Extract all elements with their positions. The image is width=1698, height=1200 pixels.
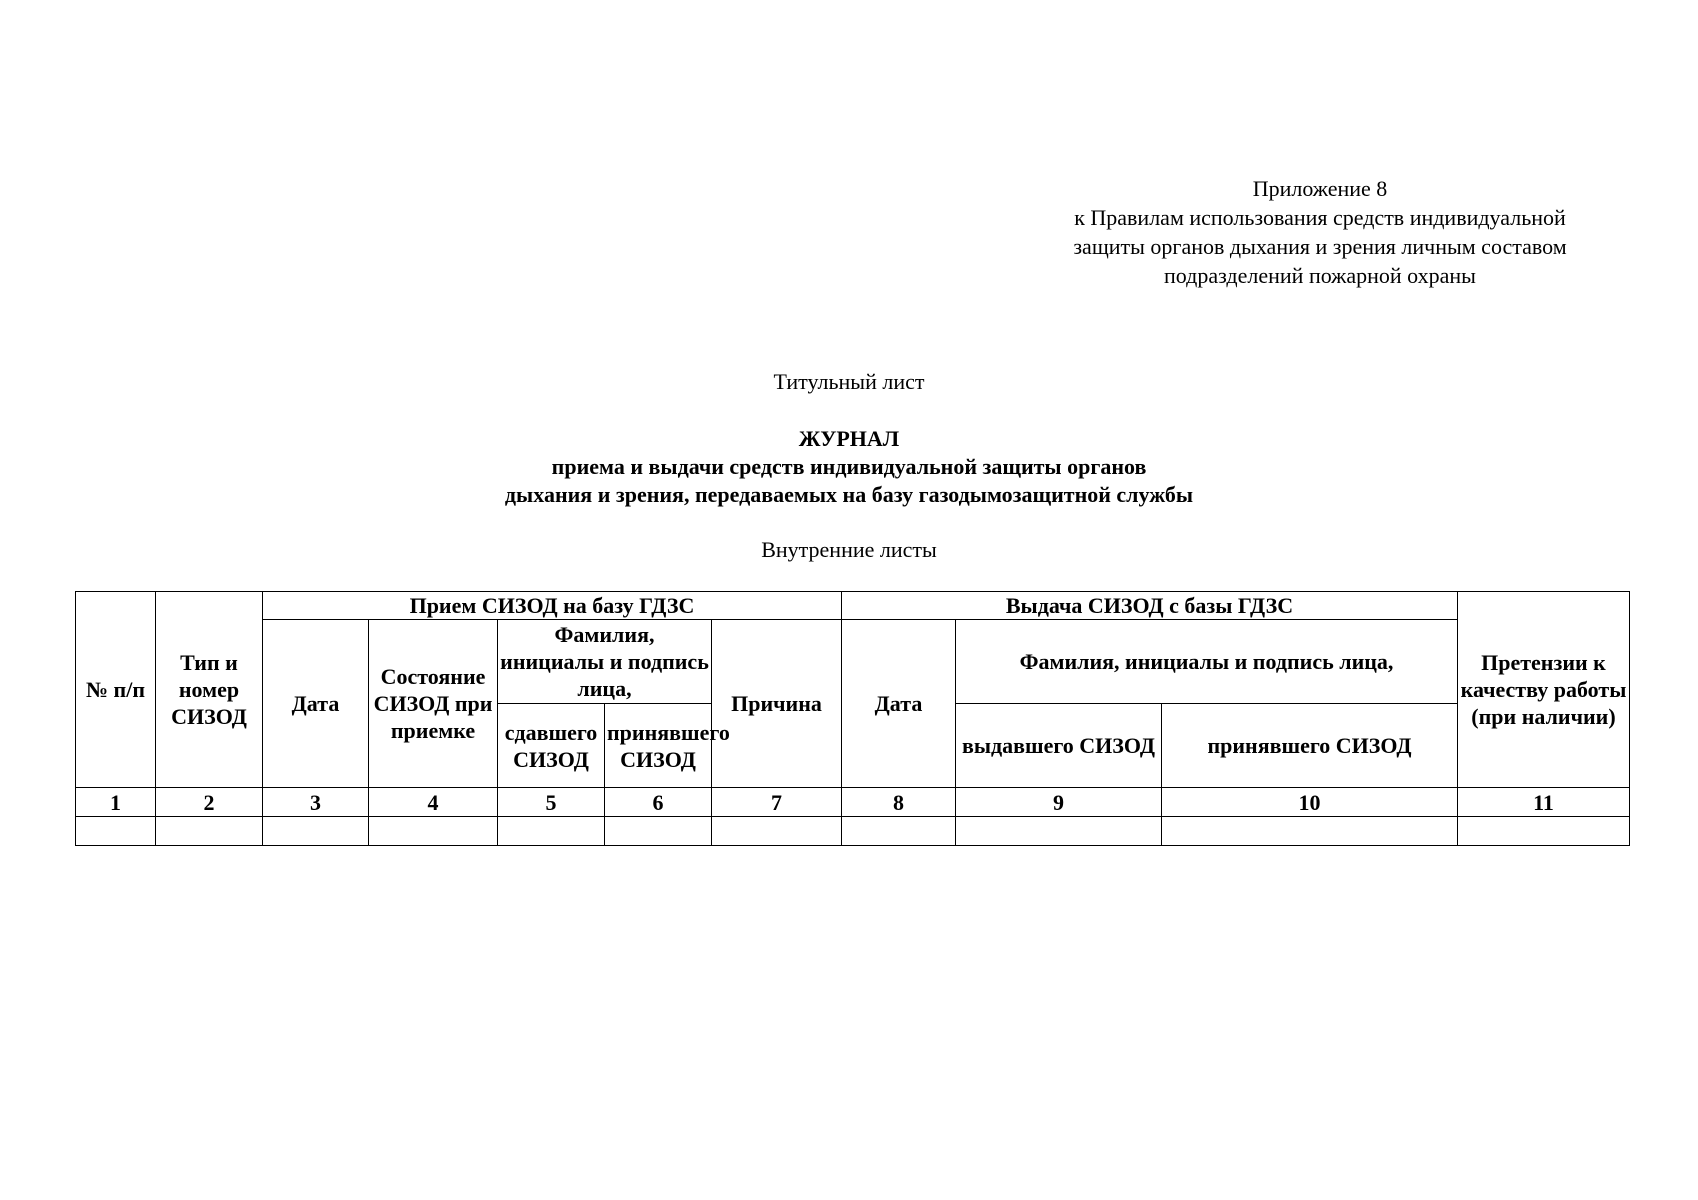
appendix-line: подразделений пожарной охраны bbox=[1164, 263, 1476, 288]
empty-cell bbox=[156, 817, 263, 846]
column-number: 8 bbox=[842, 788, 956, 817]
header-receive-handed: сдавшего СИЗОД bbox=[498, 704, 605, 788]
header-receive-group: Прием СИЗОД на базу ГДЗС bbox=[263, 592, 842, 620]
header-issue-person: Фамилия, инициалы и подпись лица, bbox=[956, 620, 1458, 704]
column-number: 3 bbox=[263, 788, 369, 817]
journal-table bbox=[75, 591, 1630, 846]
column-number: 1 bbox=[76, 788, 156, 817]
empty-cell bbox=[956, 817, 1162, 846]
appendix-line: Приложение 8 bbox=[1252, 176, 1388, 201]
empty-cell bbox=[1458, 817, 1630, 846]
header-receive-condition: Состояние СИЗОД при приемке bbox=[369, 620, 498, 788]
empty-cell bbox=[498, 817, 605, 846]
empty-cell bbox=[263, 817, 369, 846]
journal-subtitle-line: приема и выдачи средств индивидуальной защиты органов bbox=[551, 454, 1147, 479]
header-receive-date: Дата bbox=[263, 620, 369, 788]
header-issue-date: Дата bbox=[842, 620, 956, 788]
column-number: 10 bbox=[1162, 788, 1458, 817]
journal-subtitle-line: дыхания и зрения, передаваемых на базу газодымозащитной службы bbox=[504, 482, 1194, 507]
empty-cell bbox=[605, 817, 712, 846]
header-type: Тип и номер СИЗОД bbox=[156, 592, 263, 788]
appendix-line: к Правилам использования средств индивидуальной bbox=[1074, 205, 1566, 230]
empty-cell bbox=[369, 817, 498, 846]
header-receive-reason: Причина bbox=[712, 620, 842, 788]
column-number: 2 bbox=[156, 788, 263, 817]
column-number: 6 bbox=[605, 788, 712, 817]
header-receive-person: Фамилия, инициалы и подпись лица, bbox=[498, 620, 712, 704]
header-issue-accepted: принявшего СИЗОД bbox=[1162, 704, 1458, 788]
table-row bbox=[76, 817, 1630, 846]
empty-cell bbox=[76, 817, 156, 846]
column-number: 4 bbox=[369, 788, 498, 817]
empty-cell bbox=[1162, 817, 1458, 846]
column-number: 7 bbox=[712, 788, 842, 817]
empty-cell bbox=[842, 817, 956, 846]
title-sheet-label: Титульный лист bbox=[773, 369, 925, 394]
header-claims: Претензии к качеству работы (при наличии) bbox=[1458, 592, 1630, 788]
journal-title: ЖУРНАЛ bbox=[798, 426, 900, 451]
journal-heading bbox=[0, 425, 1698, 509]
header-issue-issued: выдавшего СИЗОД bbox=[956, 704, 1162, 788]
header-issue-group: Выдача СИЗОД с базы ГДЗС bbox=[842, 592, 1458, 620]
empty-cell bbox=[712, 817, 842, 846]
inner-sheets-label: Внутренние листы bbox=[761, 537, 937, 562]
header-receive-accepted: принявшего СИЗОД bbox=[605, 704, 712, 788]
column-number: 11 bbox=[1458, 788, 1630, 817]
appendix-line: защиты органов дыхания и зрения личным составом bbox=[1073, 234, 1567, 259]
column-number: 9 bbox=[956, 788, 1162, 817]
column-number: 5 bbox=[498, 788, 605, 817]
appendix-block bbox=[1030, 174, 1610, 290]
header-no: № п/п bbox=[76, 592, 156, 788]
